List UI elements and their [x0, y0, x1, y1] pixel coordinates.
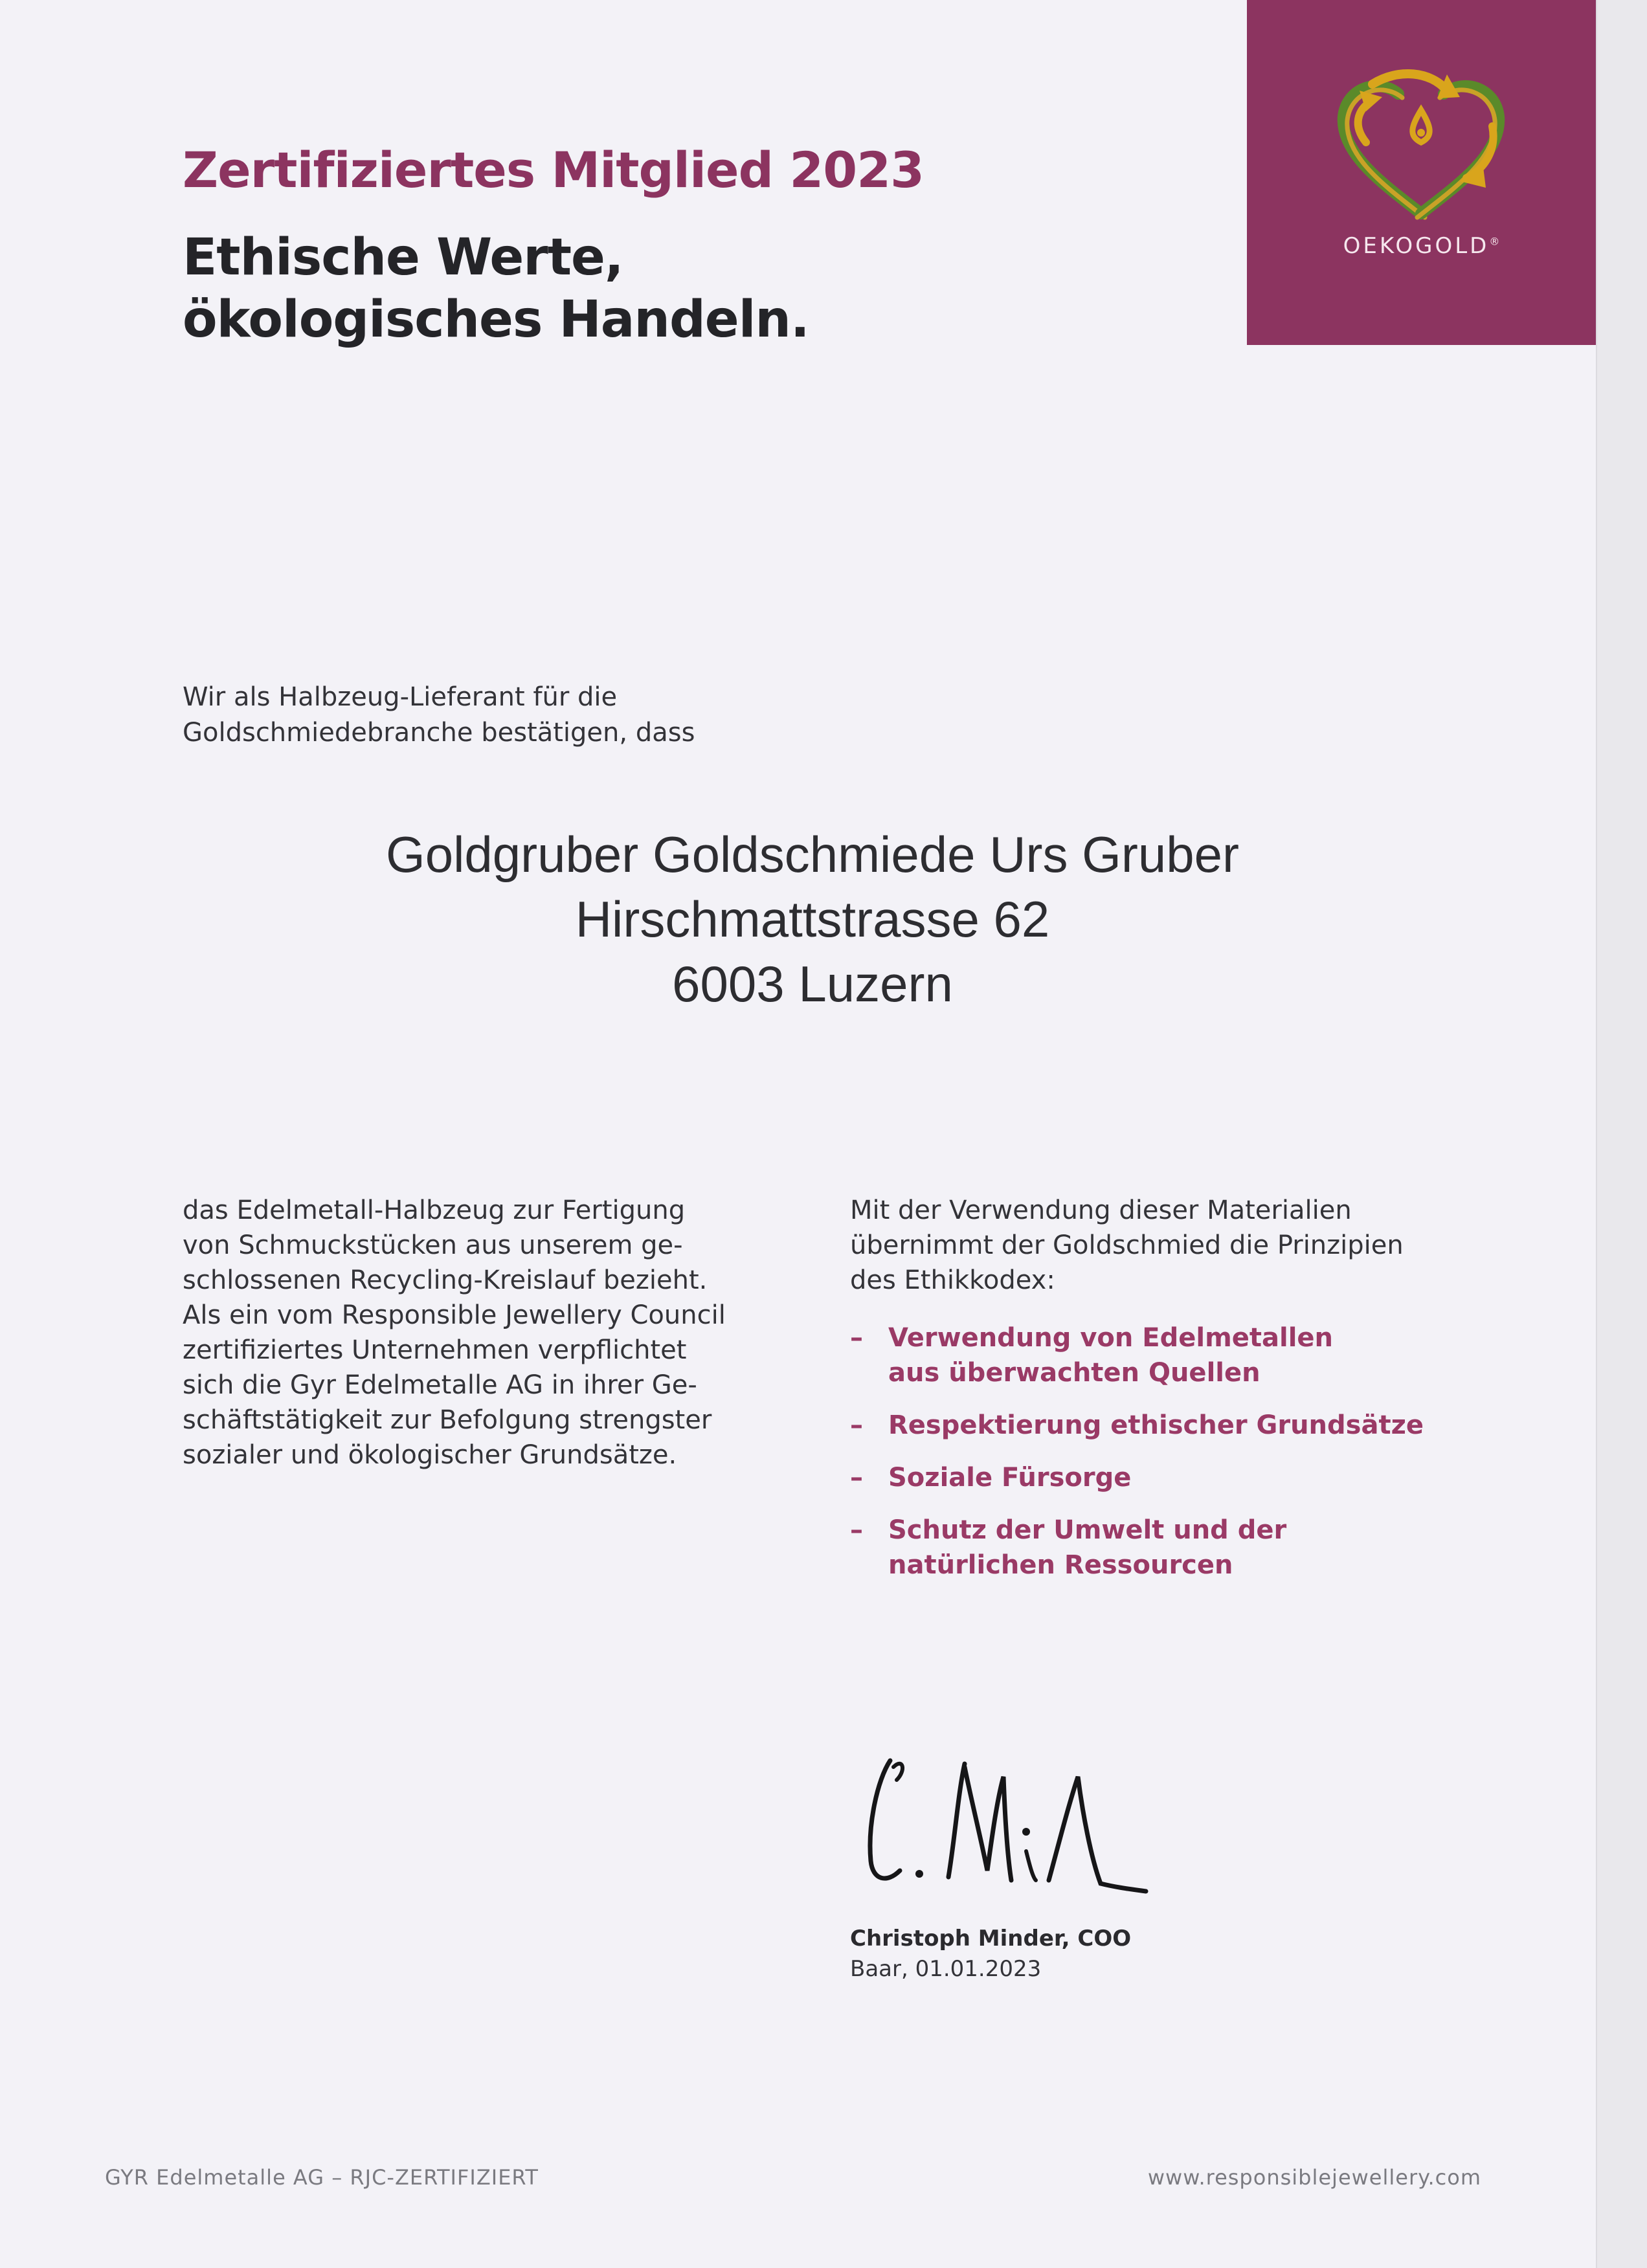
scan-edge-line — [1596, 0, 1597, 2268]
recipient-block — [233, 822, 1392, 1016]
dash-bullet: – — [850, 1323, 863, 1353]
body-line: übernimmt der Goldschmied die Prinzipien — [850, 1230, 1404, 1260]
principle-line: Verwendung von Edelmetallen — [888, 1323, 1334, 1353]
body-text-right — [850, 1193, 1404, 1298]
body-line: von Schmuckstücken aus unserem ge- — [183, 1230, 683, 1260]
principle-line: Soziale Fürsorge — [888, 1463, 1132, 1493]
body-text-left — [183, 1193, 726, 1473]
body-line: des Ethikkodex: — [850, 1265, 1055, 1295]
principle-line: natürlichen Ressourcen — [888, 1550, 1233, 1580]
signer-place-date: Baar, 01.01.2023 — [850, 1956, 1042, 1982]
body-line: schäftstätigkeit zur Befolgung strengster — [183, 1405, 712, 1435]
recipient-street: Hirschmattstrasse 62 — [575, 891, 1050, 948]
principle-item — [850, 1513, 1424, 1583]
scan-edge — [1596, 0, 1647, 2268]
recycling-heart-icon — [1327, 65, 1515, 220]
principle-item — [850, 1320, 1424, 1390]
oekogold-logo-text: OEKOGOLD® — [1343, 233, 1500, 259]
recipient-name: Goldgruber Goldschmiede Urs Gruber — [386, 826, 1239, 883]
handwritten-signature — [842, 1741, 1152, 1909]
dash-bullet: – — [850, 1410, 863, 1440]
dash-bullet: – — [850, 1515, 863, 1545]
principle-item — [850, 1408, 1424, 1443]
intro-text — [183, 680, 695, 751]
principle-line: Schutz der Umwelt und der — [888, 1515, 1287, 1545]
subtitle-line: ökologisches Handeln. — [183, 291, 809, 349]
certificate-title: Zertifiziertes Mitglied 2023 — [183, 141, 924, 199]
body-line: sich die Gyr Edelmetalle AG in ihrer Ge- — [183, 1370, 697, 1400]
body-line: schlossenen Recycling-Kreislauf bezieht. — [183, 1265, 708, 1295]
footer-website-link[interactable]: www.responsiblejewellery.com — [1147, 2165, 1481, 2190]
subtitle-line: Ethische Werte, — [183, 228, 623, 287]
dash-bullet: – — [850, 1463, 863, 1493]
footer-company: GYR Edelmetalle AG – RJC-ZERTIFIZIERT — [105, 2165, 539, 2190]
body-line: Mit der Verwendung dieser Materialien — [850, 1195, 1352, 1225]
certificate-subtitle — [183, 227, 809, 351]
principle-item — [850, 1460, 1424, 1495]
intro-line: Goldschmiedebranche bestätigen, dass — [183, 718, 695, 748]
body-line: sozialer und ökologischer Grundsätze. — [183, 1440, 677, 1470]
intro-line: Wir als Halbzeug-Lieferant für die — [183, 682, 618, 712]
recipient-city: 6003 Luzern — [672, 955, 953, 1012]
signer-name: Christoph Minder, COO — [850, 1926, 1132, 1951]
body-line: zertifiziertes Unternehmen verpflichtet — [183, 1335, 687, 1365]
body-line: Als ein vom Responsible Jewellery Council — [183, 1300, 726, 1330]
body-line: das Edelmetall-Halbzeug zur Fertigung — [183, 1195, 686, 1225]
principles-list — [850, 1320, 1424, 1600]
principle-line: Respektierung ethischer Grundsätze — [888, 1410, 1424, 1440]
principle-line: aus überwachten Quellen — [888, 1358, 1260, 1388]
